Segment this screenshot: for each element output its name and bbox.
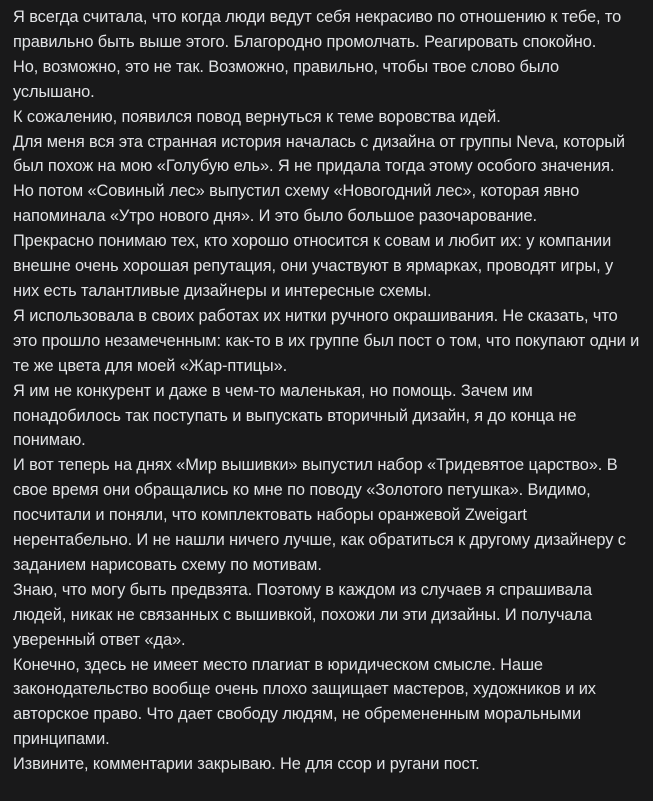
- paragraph-2: Но, возможно, это не так. Возможно, правильно, чтобы твое слово было услышано.: [13, 57, 560, 101]
- paragraph-1: Я всегда считала, что когда люди ведут себя некрасиво по отношению к тебе, то правильно быть выше этого. Благородно промолчать. Реагировать спокойно.: [13, 8, 622, 51]
- paragraph-12: Извините, комментарии закрываю. Не для ссор и ругани пост.: [13, 755, 480, 774]
- paragraph-4: Для меня вся эта странная история началась с дизайна от группы Neva, который был похож на мою «Голубую ель». Я не придала тогда этому особого значения.: [13, 132, 625, 176]
- paragraph-8: Я им не конкурент и даже в чем-то маленькая, но помощь. Зачем им понадобилось так поступать и выпускать вторичный дизайн, я до конца не понимаю.: [13, 381, 577, 450]
- paragraph-9: И вот теперь на днях «Мир вышивки» выпустил набор «Тридевятое царство». В свое время они обращались ко мне по поводу «Золотого петушка». Видимо, посчитали и поняли, что комплектовать наборы оранжевой Zweigart нерентабельно. И не нашли ничего лучше, как обратиться к другому дизайнеру с заданием нарисовать схему по мотивам.: [13, 456, 626, 574]
- paragraph-6: Прекрасно понимаю тех, кто хорошо относится к совам и любит их: у компании внешне очень хорошая репутация, они участвуют в ярмарках, проводят игры, у них есть талантливые дизайнеры и интересные схемы.: [13, 232, 614, 300]
- paragraph-5: Но потом «Совиный лес» выпустил схему «Новогодний лес», которая явно напоминала «Утро нового дня». И это было большое разочарование.: [13, 182, 580, 226]
- paragraph-3: К сожалению, появился повод вернуться к теме воровства идей.: [13, 107, 501, 126]
- paragraph-11: Конечно, здесь не имеет место плагиат в юридическом смысле. Наше законодательство вообще очень плохо защищает мастеров, художников и их авторское право. Что дает свободу людям, не обремененным моральными принципами.: [13, 655, 596, 749]
- paragraph-10: Знаю, что могу быть предвзята. Поэтому в каждом из случаев я спрашивала людей, никак не связанных с вышивкой, похожи ли эти дизайны. И получала уверенный ответ «да».: [13, 580, 593, 649]
- paragraph-7: Я использовала в своих работах их нитки ручного окрашивания. Не сказать, что это прошло незамеченным: как-то в их группе был пост о том, что покупают одни и те же цвета для моей «Жар-птицы».: [13, 306, 640, 375]
